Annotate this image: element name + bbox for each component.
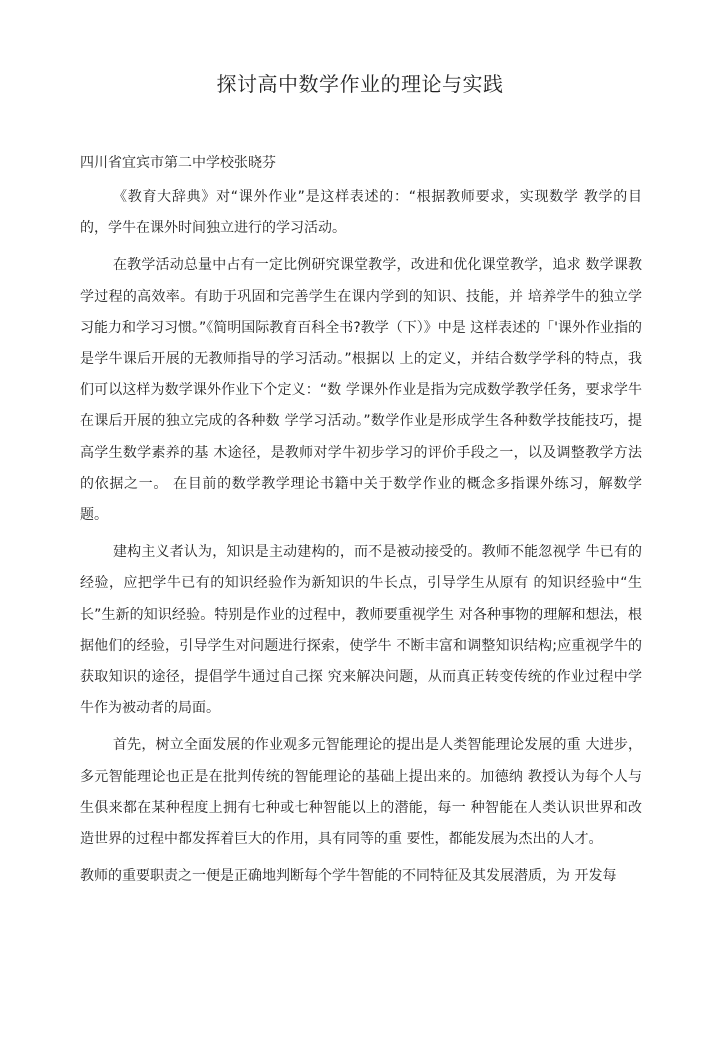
paragraph: 教师的重要职责之一便是正确地判断每个学牛智能的不同特征及其发展潜质，为 开发每 bbox=[80, 868, 617, 885]
paragraph: 《教育大辞典》对“课外作业”是这样表述的：“根据教师要求，实现数学 教学的目的，学牛在课外时间独立进行的学习活动。 bbox=[80, 189, 642, 237]
paragraph: 首先，树立全面发展的作业观多元智能理论的提出是人类智能理论发展的重 大进步，多元智能理论也正是在批判传统的智能理论的基础上提出来的。加德纳 教授认为每个人与生俱来都在某种程度上拥有七种或七种智能以上的潜能，每一 种智能在人类认识世界和改造世界的过程中都发挥着巨大的作用，具有同等的重 要性，都能发展为杰出的人才。 bbox=[80, 737, 642, 848]
paragraph: 建构主义者认为，知识是主动建构的，而不是被动接受的。教师不能忽视学 牛已有的经验，应把学牛已有的知识经验作为新知识的牛长点，引导学生从原有 的知识经验中“生长”生新的知识经验。特别是作业的过程中，教师要重视学生 对各种事物的理解和想法，根据他们的经验，引导学生对问题进行探索，使学牛 不断丰富和调整知识结构;应重视学牛的获取知识的途径，提倡学牛通过自己探 究来解决问题，从而真正转变传统的作业过程中学牛作为被动者的局面。 bbox=[80, 544, 642, 717]
document-body bbox=[80, 182, 642, 898]
paragraph: 在教学活动总量中占有一定比例研究课堂教学，改进和优化课堂教学，追求 数学课教学过程的高效率。有助于巩固和完善学生在课内学到的知识、技能，并 培养学牛的独立学习能力和学习习惯。”《简明国际教育百科全书?教学（下）》中是 这样表述的「'课外作业指的是学牛课后开展的无教师指导的学习活动。”根据以 上的定义，并结合数学学科的特点，我们可以这样为数学课外作业下个定义：“数 学课外作业是指为完成数学教学任务，要求学牛在课后开展的独立完成的各种数 学学习活动。”数学作业是形成学生各种数学技能技巧，提高学生数学素养的基 木途径，是教师对学牛初步学习的评价手段之一，以及调整教学方法的依据之一。 在目前的数学教学理论书籍中关于数学作业的概念多指课外练习，解数学题。 bbox=[80, 257, 642, 524]
document-title: 探讨高中数学作业的理论与实践 bbox=[216, 72, 504, 96]
author-line: 四川省宜宾市第二中学校张晓芬 bbox=[80, 155, 276, 171]
